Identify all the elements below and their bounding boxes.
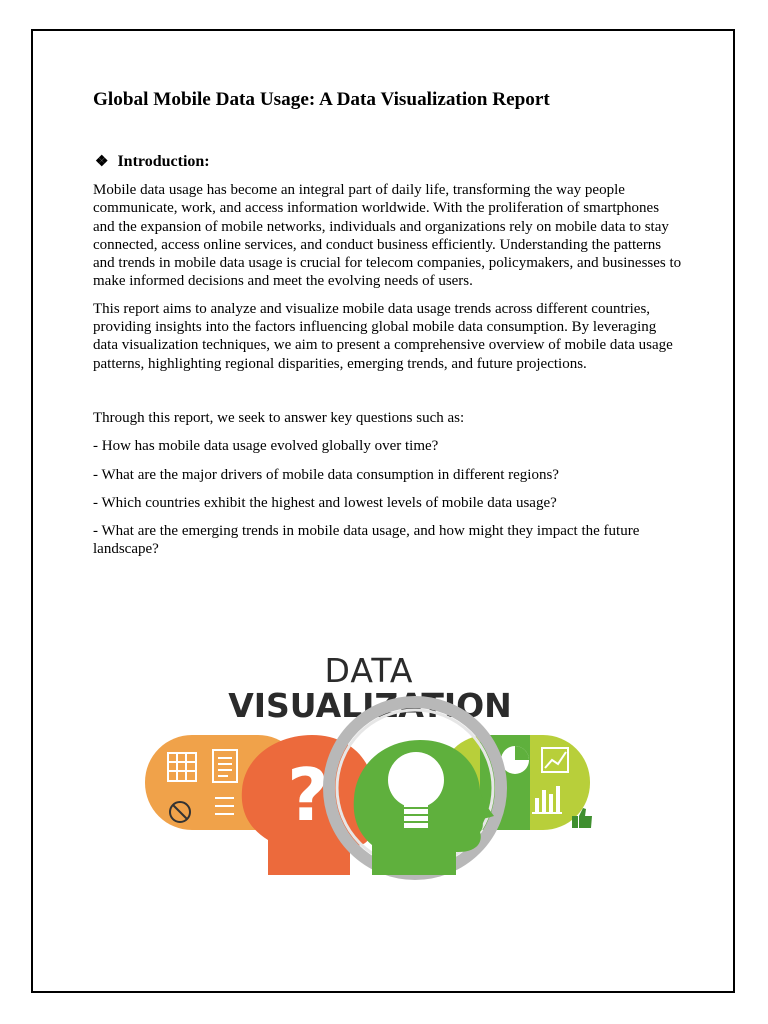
diamond-bullet-icon: ❖: [95, 154, 109, 170]
question-item: - What are the major drivers of mobile data consumption in different regions?: [93, 466, 559, 483]
section-heading: [93, 152, 683, 172]
questions-intro: Through this report, we seek to answer key questions such as:: [93, 409, 465, 426]
question-item: - What are the emerging trends in mobile data usage, and how might they impact the future landscape?: [93, 523, 640, 558]
intro-paragraph-1: Mobile data usage has become an integral part of daily life, transforming the way people communicate, work, and access information worldwide. With the proliferation of smartphones and the expansion of mobile networks, individuals and organizations rely on mobile data to stay connected, access online services, and conduct business efficiently. Understanding the patterns and trends in mobile data usage is crucial for telecom companies, policymakers, and businesses to make informed decisions and meet the evolving needs of users.: [93, 182, 682, 290]
graphic-title-line2: VISUALIZATION: [228, 686, 512, 725]
question-item: - How has mobile data usage evolved globally over time?: [93, 438, 439, 455]
pie-chart-icon: [501, 746, 529, 774]
intro-paragraph-2: This report aims to analyze and visualize mobile data usage trends across different countries, providing insights into the factors influencing global mobile data consumption. By leveraging data visualization techniques, we aim to present a comprehensive overview of mobile data usage patterns, highlighting regional disparities, emerging trends, and future projections.: [93, 300, 673, 372]
section-heading-text: Introduction:: [117, 153, 210, 170]
graphic-title-line1: DATA: [324, 651, 414, 690]
question-item: - Which countries exhibit the highest and lowest levels of mobile data usage?: [93, 494, 557, 511]
data-visualization-graphic: [140, 640, 600, 880]
document-body: [93, 88, 683, 559]
svg-text:?: ?: [287, 753, 329, 837]
document-title: Global Mobile Data Usage: A Data Visualization Report: [93, 89, 550, 110]
